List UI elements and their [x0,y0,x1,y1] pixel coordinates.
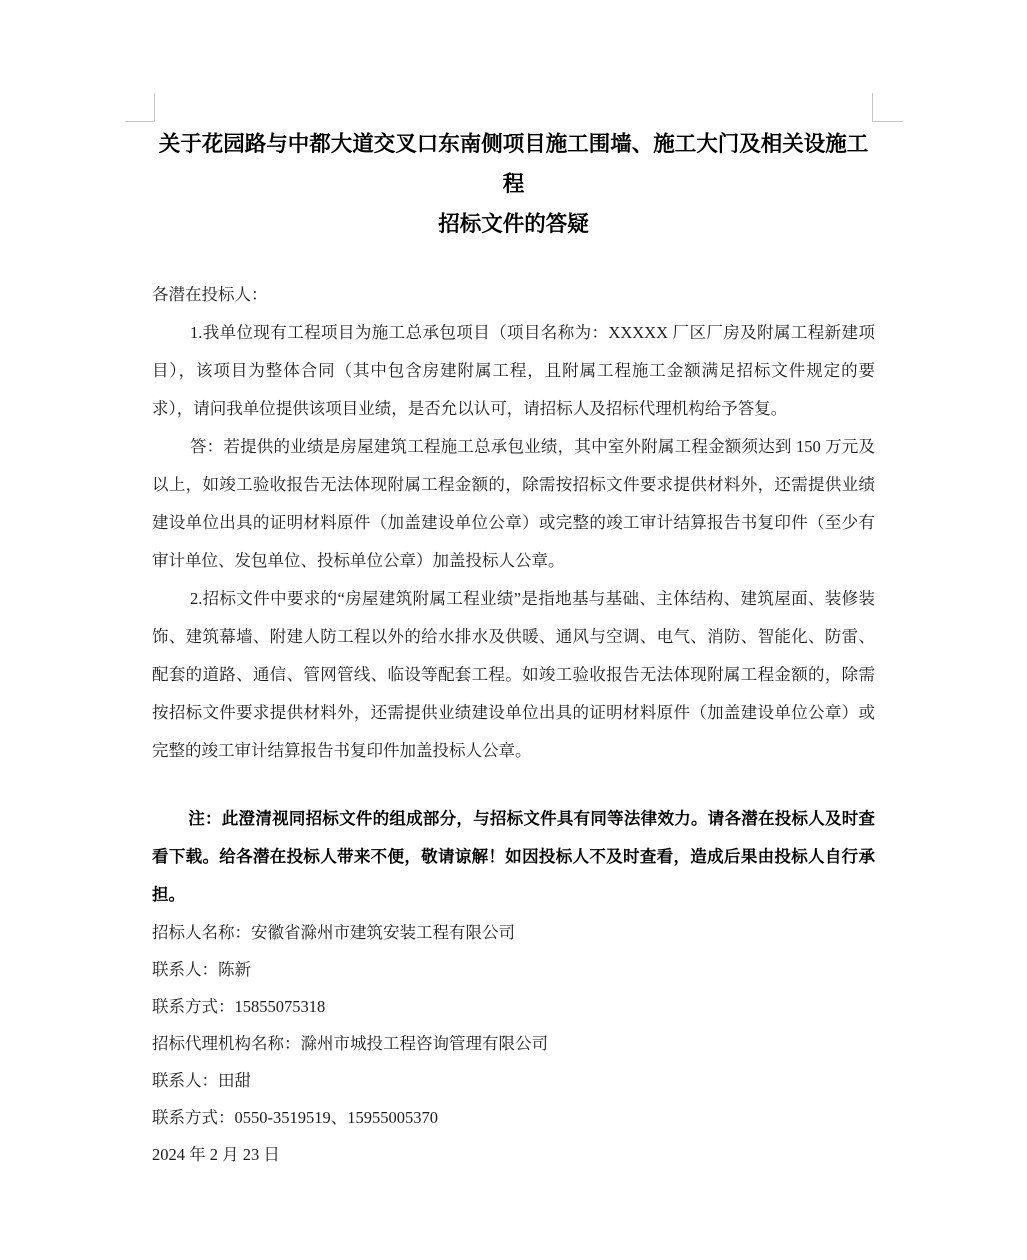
tenderer-contact-phone: 联系方式：15855075318 [152,997,326,1016]
paragraph-answer-1: 答：若提供的业绩是房屋建筑工程施工总承包业绩，其中室外附属工程金额须达到 150 万元及以上，如竣工验收报告无法体现附属工程金额的，除需按招标文件要求提供材料外，还需提供业绩建设单位出具的证明材料原件（加盖建设单位公章）或完整的竣工审计结算报告书复印件（至少有审计单位、发包单位、投标单位公章）加盖投标人公章。 [152,437,875,570]
contact-block [152,914,875,1136]
agency-contact-phone: 联系方式：0550-3519519、15955005370 [152,1108,438,1127]
document-title-line1: 关于花园路与中都大道交叉口东南侧项目施工围墙、施工大门及相关设施工程 [158,132,869,196]
agency-contact-person: 联系人：田甜 [152,1071,251,1090]
paragraph-clarification-2: 2.招标文件中要求的“房屋建筑附属工程业绩”是指地基与基础、主体结构、建筑屋面、装修装饰、建筑幕墙、附建人防工程以外的给水排水及供暖、通风与空调、电气、消防、智能化、防雷、配套的道路、通信、管网管线、临设等配套工程。如竣工验收报告无法体现附属工程金额的，除需按招标文件要求提供材料外，还需提供业绩建设单位出具的证明材料原件（加盖建设单位公章）或完整的竣工审计结算报告书复印件加盖投标人公章。 [152,589,875,760]
document-date: 2024 年 2 月 23 日 [152,1145,280,1164]
page-corner-mark-right [872,93,903,122]
salutation: 各潜在投标人： [152,285,268,304]
page-corner-mark-left [125,93,155,122]
document-title-line2: 招标文件的答疑 [438,212,589,236]
agency-name: 招标代理机构名称：滁州市城投工程咨询管理有限公司 [152,1034,548,1053]
legal-note: 注：此澄清视同招标文件的组成部分，与招标文件具有同等法律效力。请各潜在投标人及时查看下载。给各潜在投标人带来不便，敬请谅解！如因投标人不及时查看，造成后果由投标人自行承担。 [152,809,875,904]
tenderer-name: 招标人名称：安徽省滁州市建筑安装工程有限公司 [152,923,515,942]
tenderer-contact-person: 联系人：陈新 [152,960,251,979]
document-title [152,124,875,244]
document-content [152,124,875,1173]
paragraph-question-1: 1.我单位现有工程项目为施工总承包项目（项目名称为：XXXXX 厂区厂房及附属工程新建项目），该项目为整体合同（其中包含房建附属工程，且附属工程施工金额满足招标文件规定的要求），请问我单位提供该项目业绩，是否允以认可，请招标人及招标代理机构给予答复。 [152,323,875,418]
